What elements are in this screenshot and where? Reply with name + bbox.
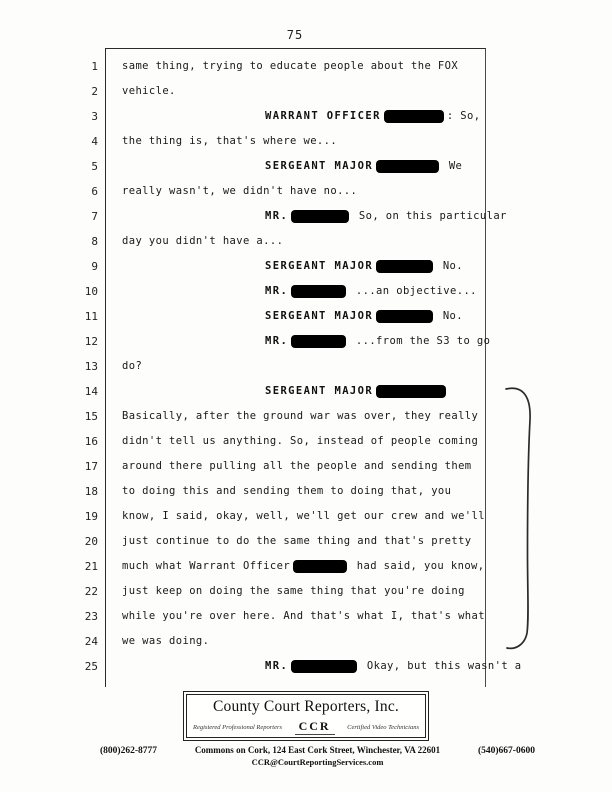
- line-number: 2: [91, 85, 98, 98]
- transcript-text: same thing, trying to educate people about the FOX: [122, 60, 459, 72]
- court-reporter-logo-box: [183, 691, 429, 741]
- transcript-line: [0, 154, 612, 179]
- line-content: [122, 254, 463, 279]
- line-number: 15: [84, 410, 98, 423]
- line-content: [122, 304, 463, 329]
- line-number: 17: [84, 460, 98, 473]
- line-content: [122, 629, 209, 654]
- transcript-line: [0, 654, 612, 679]
- line-number: 9: [91, 260, 98, 273]
- transcript-text: ...an objective...: [349, 285, 477, 297]
- speaker-label: SERGEANT MAJOR: [265, 160, 374, 172]
- line-number: 14: [84, 385, 98, 398]
- line-content: [122, 504, 485, 529]
- line-content: [122, 654, 522, 679]
- redaction-box: [291, 210, 349, 223]
- margin-bracket-mark: [500, 384, 542, 656]
- transcript-text: No.: [436, 260, 463, 272]
- address: Commons on Cork, 124 East Cork Street, Winchester, VA 22601: [194, 745, 441, 755]
- page-number: 75: [286, 28, 304, 42]
- line-number: 18: [84, 485, 98, 498]
- transcript-text: the thing is, that's where we...: [122, 135, 338, 147]
- line-content: [122, 429, 478, 454]
- line-content: [122, 229, 283, 254]
- redaction-box: [376, 260, 433, 273]
- transcript-line: [0, 329, 612, 354]
- transcript-text: know, I said, okay, well, we'll get our crew and we'll: [122, 510, 485, 522]
- line-content: [122, 454, 472, 479]
- line-content: [122, 354, 142, 379]
- line-number: 21: [84, 560, 98, 573]
- speaker-label: MR.: [265, 285, 289, 297]
- transcript-line: [0, 304, 612, 329]
- logo-row: [187, 719, 425, 737]
- line-number: 12: [84, 335, 98, 348]
- contact-row: [100, 745, 535, 756]
- line-number: 25: [84, 660, 98, 673]
- transcript-text: So, on this particular: [352, 210, 507, 222]
- transcript-text: to doing this and sending them to doing that, you: [122, 485, 452, 497]
- redaction-box: [291, 285, 346, 298]
- line-number: 3: [91, 110, 98, 123]
- transcript-line: [0, 129, 612, 154]
- speaker-label: SERGEANT MAJOR: [265, 260, 374, 272]
- transcript-text: while you're over here. And that's what I, that's what: [122, 610, 485, 622]
- redaction-box: [384, 110, 444, 123]
- line-content: [122, 379, 449, 404]
- transcript-text: much what Warrant Officer: [122, 560, 291, 572]
- transcript-line: [0, 54, 612, 79]
- transcript-line: [0, 354, 612, 379]
- line-number: 22: [84, 585, 98, 598]
- line-content: [122, 279, 477, 304]
- speaker-label: MR.: [265, 210, 289, 222]
- line-content: [122, 179, 357, 204]
- transcript-line: [0, 204, 612, 229]
- line-number: 10: [84, 285, 98, 298]
- speaker-label: WARRANT OFFICER: [265, 110, 381, 122]
- transcript-text: around there pulling all the people and sending them: [122, 460, 472, 472]
- transcript-text: : So,: [446, 110, 481, 122]
- line-content: [122, 79, 176, 104]
- phone-left: (800)262-8777: [100, 746, 157, 756]
- phone-right: (540)667-0600: [477, 746, 535, 756]
- line-number: 1: [91, 60, 98, 73]
- line-number: 13: [84, 360, 98, 373]
- line-number: 5: [91, 160, 98, 173]
- line-content: [122, 129, 337, 154]
- line-content: [122, 404, 478, 429]
- left-tagline: Registered Professional Reporters: [193, 723, 283, 731]
- transcript-line: [0, 229, 612, 254]
- transcript-text: We: [442, 160, 463, 172]
- line-number: 16: [84, 435, 98, 448]
- transcript-line: [0, 104, 612, 129]
- speaker-label: MR.: [265, 335, 289, 347]
- line-number: 4: [91, 135, 98, 148]
- company-name: County Court Reporters, Inc.: [213, 698, 399, 715]
- line-number: 6: [91, 185, 98, 198]
- transcript-line: [0, 279, 612, 304]
- transcript-text: we was doing.: [122, 635, 210, 647]
- line-number: 7: [91, 210, 98, 223]
- transcript-text: vehicle.: [122, 85, 176, 97]
- transcript-text: ...from the S3 to go: [349, 335, 491, 347]
- line-content: [122, 204, 507, 229]
- transcript-text: day you didn't have a...: [122, 235, 284, 247]
- line-content: [122, 479, 451, 504]
- line-content: [122, 529, 472, 554]
- line-content: [122, 154, 462, 179]
- transcript-line: [0, 79, 612, 104]
- email: CCR@CourtReportingServices.com: [251, 757, 384, 767]
- line-content: [122, 579, 465, 604]
- logo-inner-frame: [186, 694, 426, 738]
- transcript-text: do?: [122, 360, 143, 372]
- transcript-text: had said, you know,: [350, 560, 485, 572]
- transcript-text: really wasn't, we didn't have no...: [122, 185, 358, 197]
- line-number: 11: [84, 310, 98, 323]
- transcript-text: No.: [436, 310, 463, 322]
- transcript-text: Basically, after the ground war was over, they really: [122, 410, 479, 422]
- line-number: 19: [84, 510, 98, 523]
- speaker-label: MR.: [265, 660, 289, 672]
- transcript-text: just continue to do the same thing and that's pretty: [122, 535, 472, 547]
- right-tagline: Certified Video Technicians: [347, 723, 419, 731]
- transcript-text: didn't tell us anything. So, instead of people coming: [122, 435, 479, 447]
- transcript-line: [0, 254, 612, 279]
- transcript-line: [0, 179, 612, 204]
- redaction-box: [293, 560, 347, 573]
- line-number: 24: [84, 635, 98, 648]
- line-number: 23: [84, 610, 98, 623]
- redaction-box: [291, 660, 357, 673]
- line-content: [122, 554, 484, 579]
- redaction-box: [376, 310, 433, 323]
- transcript-text: just keep on doing the same thing that you're doing: [122, 585, 465, 597]
- line-number: 8: [91, 235, 98, 248]
- line-content: [122, 604, 485, 629]
- line-content: [122, 54, 458, 79]
- line-content: [122, 329, 490, 354]
- redaction-box: [376, 385, 446, 398]
- transcript-text: Okay, but this wasn't a: [360, 660, 522, 672]
- redaction-box: [376, 160, 439, 173]
- speaker-label: SERGEANT MAJOR: [265, 310, 374, 322]
- speaker-label: SERGEANT MAJOR: [265, 385, 374, 397]
- ccr-logo: CCR: [295, 719, 335, 735]
- line-content: [122, 104, 480, 129]
- redaction-box: [291, 335, 346, 348]
- line-number: 20: [84, 535, 98, 548]
